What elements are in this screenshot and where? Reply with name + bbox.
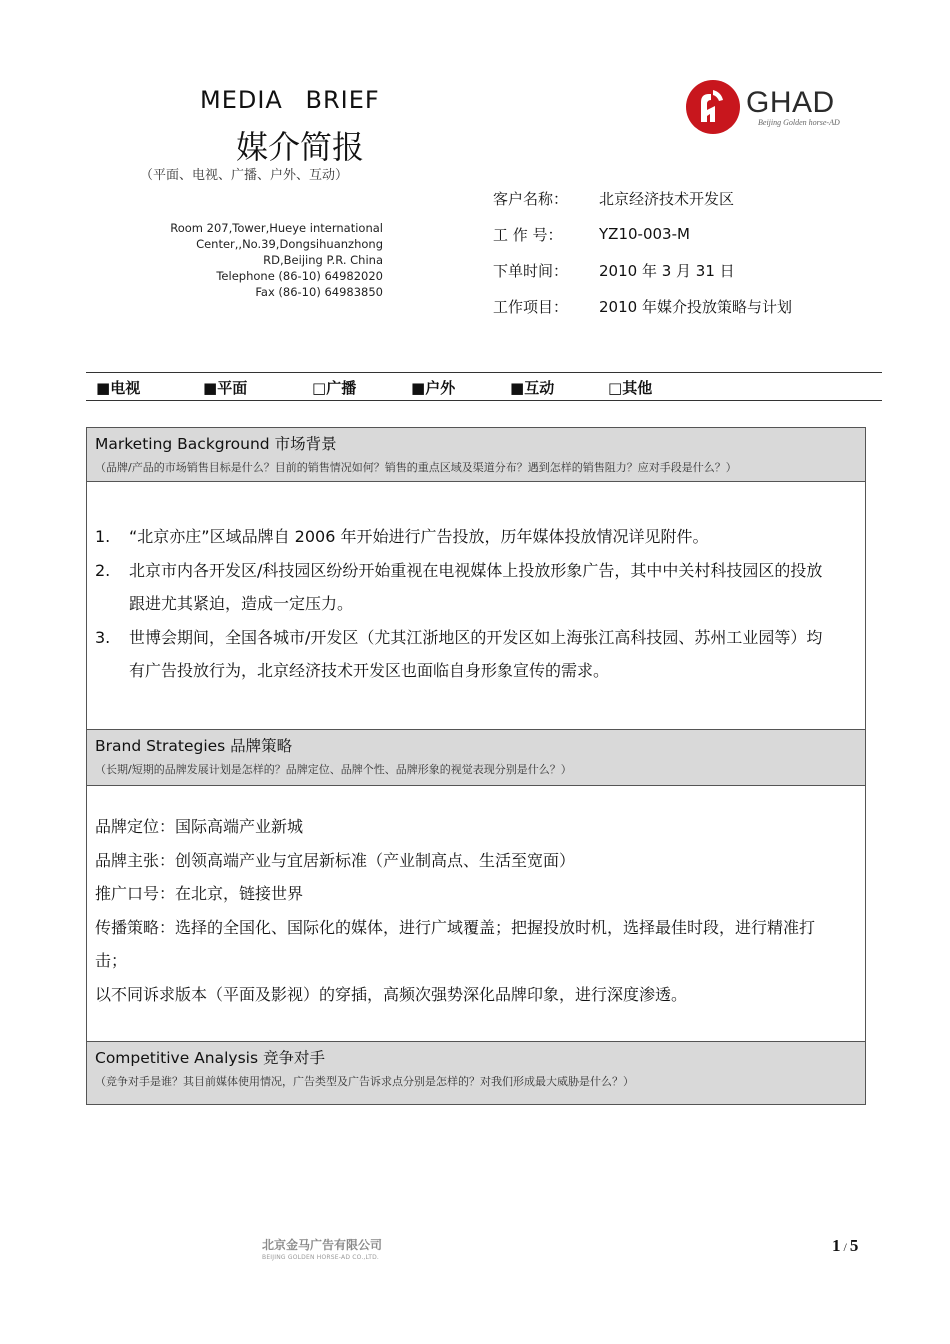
option-label: 平面 [217, 379, 248, 397]
section-note: （竞争对手是谁？其目前媒体使用情况，广告类型及广告诉求点分别是怎样的？对我们形成最大威胁是什么？） [95, 1075, 634, 1088]
title-english: MEDIA BRIEF [200, 86, 380, 114]
item-number: 1. [95, 527, 111, 546]
job-number-row [493, 216, 792, 252]
brand-positioning: 品牌定位：国际高端产业新城 [95, 817, 304, 836]
item-text: “北京亦庄”区域品牌自 2006 年开始进行广告投放，历年媒体投放情况详见附件。 [129, 527, 709, 546]
page-separator: / [840, 1240, 850, 1254]
field-label: 下单时间： [493, 261, 569, 280]
promotion-slogan: 推广口号：在北京，链接世界 [95, 884, 304, 903]
marketing-background-body [87, 482, 865, 730]
list-item [95, 554, 857, 621]
communication-strategy: 传播策略：选择的全国化、国际化的媒体，进行广域覆盖；把握投放时机，选择最佳时段，进行精准打 [95, 917, 816, 937]
media-options-bar [86, 372, 882, 401]
checkbox-empty-icon: □ [608, 379, 623, 397]
logo-tagline: Beijing Golden horse-AD [758, 118, 840, 127]
option-label: 电视 [110, 379, 141, 397]
option-interactive [510, 377, 554, 398]
title-chinese: 媒介简报 [236, 128, 365, 166]
checkbox-checked-icon: ■ [510, 379, 525, 397]
order-date-value: 2010 年 3 月 31 日 [599, 261, 735, 280]
option-radio [312, 377, 356, 398]
media-types-subtitle: （平面、电视、广播、户外、互动） [140, 168, 349, 183]
company-logo [686, 80, 856, 136]
checkbox-checked-icon: ■ [411, 379, 426, 397]
brand-proposition: 品牌主张：创领高端产业与宜居新标准（产业制高点、生活至宽面） [95, 850, 576, 870]
field-label: 客户名称： [493, 189, 569, 208]
project-row [493, 288, 792, 324]
client-info [493, 180, 792, 324]
list-item [95, 621, 857, 688]
section-title: Competitive Analysis 竞争对手 [95, 1049, 325, 1067]
telephone-line: Telephone (86-10) 64982020 [216, 269, 383, 283]
field-label: 工作项目： [493, 297, 569, 316]
option-outdoor [411, 377, 455, 398]
option-label: 其他 [622, 379, 653, 397]
marketing-list [95, 520, 857, 688]
item-number: 3. [95, 627, 111, 647]
brand-strategies-header [87, 730, 865, 786]
option-label: 互动 [524, 379, 555, 397]
option-label: 广播 [326, 379, 357, 397]
address-line: RD,Beijing P.R. China [263, 253, 383, 267]
option-print [203, 377, 247, 398]
footer-company-cn: 北京金马广告有限公司 [262, 1238, 383, 1252]
item-text: 跟进尤其紧迫，造成一定压力。 [129, 594, 354, 613]
section-note: （长期/短期的品牌发展计划是怎样的？品牌定位、品牌个性、品牌形象的视觉表现分别是什么？） [95, 763, 572, 776]
checkbox-checked-icon: ■ [203, 379, 218, 397]
brief-table [86, 427, 866, 1105]
option-other [608, 377, 652, 398]
marketing-background-header [87, 428, 865, 482]
project-value: 2010 年媒介投放策略与计划 [599, 297, 792, 316]
horse-logo-icon [686, 80, 740, 134]
footer-company-en: BEIJING GOLDEN HORSE-AD CO.,LTD. [262, 1254, 380, 1261]
item-text: 世博会期间，全国各城市/开发区（尤其江浙地区的开发区如上海张江高科技园、苏州工业园等）均 [129, 627, 823, 647]
penetration-strategy: 以不同诉求版本（平面及影视）的穿插，高频次强势深化品牌印象，进行深度渗透。 [95, 984, 688, 1004]
section-title: Marketing Background 市场背景 [95, 435, 337, 453]
option-label: 户外 [425, 379, 456, 397]
section-title: Brand Strategies 品牌策略 [95, 737, 293, 755]
company-address [123, 220, 383, 300]
job-number-value: YZ10-003-M [599, 225, 690, 243]
communication-strategy-cont: 击； [95, 951, 128, 970]
current-page: 1 [832, 1236, 841, 1255]
item-text: 北京市内各开发区/科技园区纷纷开始重视在电视媒体上投放形象广告，其中中关村科技园区的投放 [129, 560, 823, 580]
page-number [832, 1236, 858, 1256]
order-date-row [493, 252, 792, 288]
client-name-value: 北京经济技术开发区 [599, 189, 735, 208]
checkbox-empty-icon: □ [312, 379, 327, 397]
address-line: Room 207,Tower,Hueye international [170, 221, 383, 235]
brand-strategies-body [87, 786, 865, 1042]
competitive-analysis-header [87, 1042, 865, 1104]
fax-line: Fax (86-10) 64983850 [255, 285, 383, 299]
address-line: Center,,No.39,Dongsihuanzhong [196, 237, 383, 251]
item-number: 2. [95, 560, 111, 580]
option-tv [96, 377, 140, 398]
section-note: （品牌/产品的市场销售目标是什么？目前的销售情况如何？销售的重点区域及渠道分布？遇到怎样的销售阻力？应对手段是什么？） [95, 461, 737, 474]
checkbox-checked-icon: ■ [96, 379, 111, 397]
total-pages: 5 [849, 1236, 859, 1255]
logo-wordmark: GHAD [746, 86, 835, 119]
field-label: 工 作 号： [493, 225, 563, 244]
list-item [95, 520, 857, 554]
client-name-row [493, 180, 792, 216]
item-text: 有广告投放行为，北京经济技术开发区也面临自身形象宣传的需求。 [129, 661, 610, 680]
